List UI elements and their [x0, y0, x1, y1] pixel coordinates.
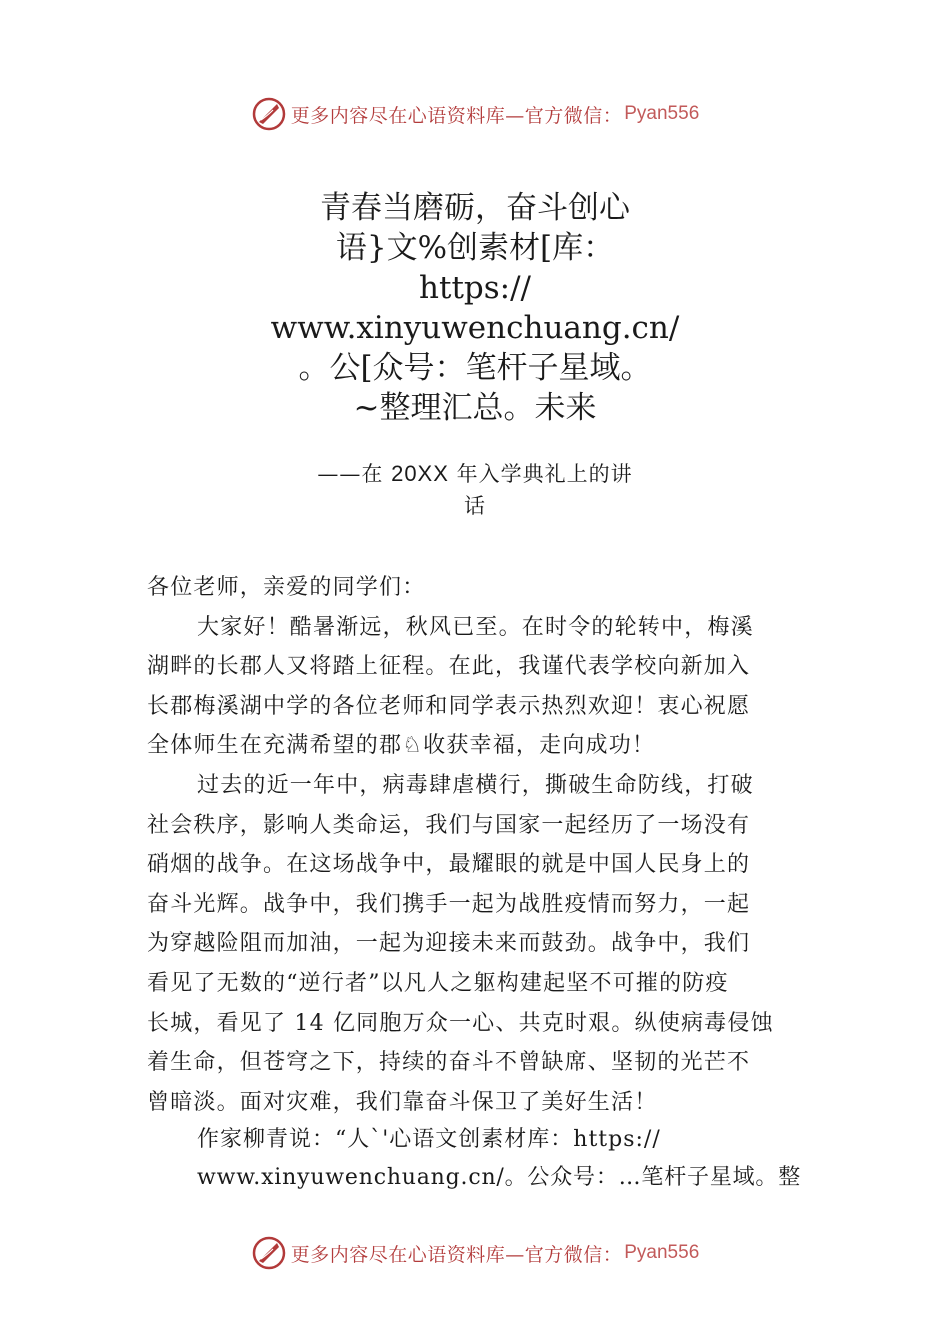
paragraph-line: 长郡梅溪湖中学的各位老师和同学表示热烈欢迎！衷心祝愿 — [147, 693, 751, 719]
subtitle-line2: 话 — [464, 494, 486, 518]
quill-logo-icon — [251, 96, 287, 132]
url-line: www.xinyuwenchuang.cn/。公众号：…笔杆子星域。整 — [197, 1165, 802, 1190]
title-line: 青春当磨砺，奋斗创心 — [320, 190, 630, 226]
banner-text: 更多内容尽在心语资料库—官方微信： — [290, 1243, 623, 1266]
title-line: www.xinyuwenchuang.cn/ — [270, 310, 680, 346]
footer-banner — [0, 1233, 950, 1273]
quote-line: 作家柳青说：“人`'心语文创素材库：https:// — [197, 1127, 661, 1152]
page-title — [200, 188, 750, 428]
paragraph-line: 看见了无数的“逆行者”以凡人之躯构建起坚不可摧的防疫 — [147, 970, 729, 996]
paragraph-line: 全体师生在充满希望的郡♘收获幸福，走向成功！ — [147, 733, 656, 759]
title-line: https:// — [419, 270, 531, 306]
subtitle-prefix: ——在 — [317, 462, 392, 486]
quill-logo-icon — [251, 1235, 287, 1271]
paragraph-line: 湖畔的长郡人又将踏上征程。在此，我谨代表学校向新加入 — [147, 654, 751, 680]
title-line: ~整理汇总。未来 — [353, 390, 597, 426]
paragraph-line: 过去的近一年中，病毒肆虐横行，撕破生命防线，打破 — [197, 772, 754, 798]
paragraph-line: 大家好！酷暑渐远，秋风已至。在时令的轮转中，梅溪 — [197, 614, 754, 640]
banner-wechat-id: Pyan556 — [624, 1242, 700, 1263]
paragraph-line: 长城，看见了 14 亿同胞万众一心、共克时艰。纵使病毒侵蚀 — [147, 1010, 774, 1036]
paragraph-line: 曾暗淡。面对灾难，我们靠奋斗保卫了美好生活！ — [147, 1089, 658, 1115]
subtitle-year: 20XX — [391, 461, 449, 486]
title-line: 语}文%创素材[库： — [335, 230, 615, 266]
subtitle — [270, 458, 680, 522]
subtitle-suffix: 年入学典礼上的讲 — [448, 462, 633, 486]
salutation: 各位老师，亲爱的同学们： — [147, 575, 426, 600]
paragraph-line: 为穿越险阻而加油，一起为迎接未来而鼓劲。战争中，我们 — [147, 931, 751, 957]
header-banner — [0, 94, 950, 134]
title-line: 。公[众号：笔杆子星域。 — [298, 350, 652, 386]
paragraph-line: 硝烟的战争。在这场战争中，最耀眼的就是中国人民身上的 — [147, 852, 751, 878]
paragraph-line: 着生命，但苍穹之下，持续的奋斗不曾缺席、坚韧的光芒不 — [147, 1050, 751, 1076]
banner-wechat-id: Pyan556 — [624, 103, 700, 124]
paragraph-line: 奋斗光辉。战争中，我们携手一起为战胜疫情而努力，一起 — [147, 891, 751, 917]
banner-text: 更多内容尽在心语资料库—官方微信： — [290, 104, 623, 127]
paragraph-line: 社会秩序，影响人类命运，我们与国家一起经历了一场没有 — [147, 812, 751, 838]
speech-body — [147, 568, 807, 1122]
